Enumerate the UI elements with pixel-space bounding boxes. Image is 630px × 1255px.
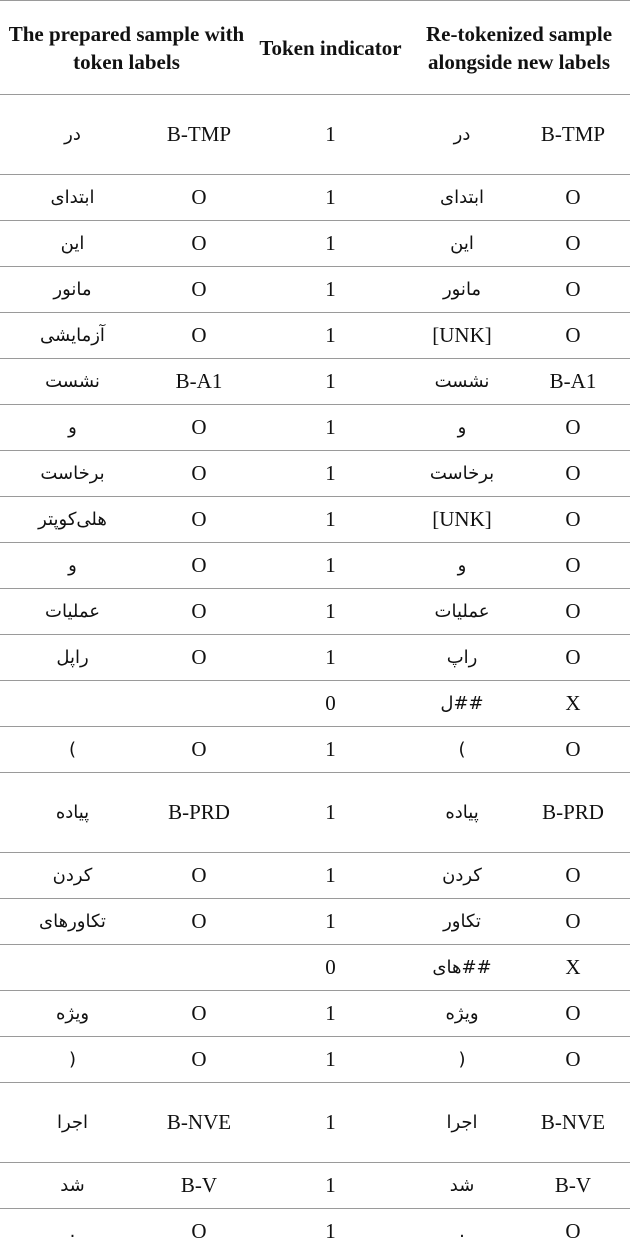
retokenized-token-cell: ##ل xyxy=(408,681,516,727)
new-label-cell: O xyxy=(516,727,630,773)
token-indicator-cell: 1 xyxy=(253,635,408,681)
original-label-cell: B-V xyxy=(145,1163,253,1209)
new-label-cell: X xyxy=(516,945,630,991)
token-indicator-cell: 1 xyxy=(253,589,408,635)
new-label-cell: O xyxy=(516,1037,630,1083)
original-token-cell: ) xyxy=(0,727,145,773)
header-retokenized-sample: Re-tokenized sample alongside new labels xyxy=(408,1,630,95)
table-row xyxy=(0,899,630,945)
retokenized-token-cell: مانور xyxy=(408,267,516,313)
original-token-cell: شد xyxy=(0,1163,145,1209)
token-indicator-cell: 1 xyxy=(253,405,408,451)
table-row xyxy=(0,1209,630,1255)
original-label-cell: B-NVE xyxy=(145,1083,253,1163)
retokenized-token-cell: اجرا xyxy=(408,1083,516,1163)
original-label-cell: O xyxy=(145,991,253,1037)
original-token-cell: کردن xyxy=(0,853,145,899)
table-row xyxy=(0,945,630,991)
token-indicator-cell: 1 xyxy=(253,451,408,497)
original-label-cell xyxy=(145,681,253,727)
token-indicator-cell: 1 xyxy=(253,267,408,313)
original-token-cell: عملیات xyxy=(0,589,145,635)
retokenized-token-cell: [UNK] xyxy=(408,313,516,359)
table-row xyxy=(0,853,630,899)
table-row xyxy=(0,175,630,221)
retokenized-token-cell: شد xyxy=(408,1163,516,1209)
original-token-cell: نشست xyxy=(0,359,145,405)
retokenized-token-cell: ابتدای xyxy=(408,175,516,221)
token-indicator-cell: 1 xyxy=(253,853,408,899)
table-row xyxy=(0,773,630,853)
original-token-cell: برخاست xyxy=(0,451,145,497)
table-row xyxy=(0,543,630,589)
new-label-cell: O xyxy=(516,267,630,313)
retokenized-token-cell: و xyxy=(408,405,516,451)
original-label-cell: B-TMP xyxy=(145,95,253,175)
new-label-cell: O xyxy=(516,543,630,589)
original-label-cell: O xyxy=(145,543,253,589)
new-label-cell: O xyxy=(516,853,630,899)
new-label-cell: O xyxy=(516,589,630,635)
original-label-cell: O xyxy=(145,1037,253,1083)
token-indicator-cell: 0 xyxy=(253,681,408,727)
original-token-cell: ( xyxy=(0,1037,145,1083)
original-label-cell: O xyxy=(145,899,253,945)
table-body xyxy=(0,95,630,1255)
original-label-cell: O xyxy=(145,635,253,681)
token-indicator-cell: 1 xyxy=(253,497,408,543)
token-indicator-cell: 1 xyxy=(253,1163,408,1209)
original-token-cell xyxy=(0,945,145,991)
original-label-cell: O xyxy=(145,727,253,773)
token-indicator-cell: 1 xyxy=(253,899,408,945)
original-token-cell: مانور xyxy=(0,267,145,313)
original-token-cell: ویژه xyxy=(0,991,145,1037)
original-label-cell: O xyxy=(145,267,253,313)
header-row xyxy=(0,1,630,95)
table-row xyxy=(0,1037,630,1083)
token-indicator-cell: 1 xyxy=(253,359,408,405)
new-label-cell: O xyxy=(516,221,630,267)
table-row xyxy=(0,95,630,175)
original-label-cell: O xyxy=(145,221,253,267)
new-label-cell: O xyxy=(565,1219,581,1244)
retokenized-token-cell: [UNK] xyxy=(408,497,516,543)
new-label-cell: X xyxy=(516,681,630,727)
token-indicator-cell: 0 xyxy=(253,945,408,991)
retokenized-token-cell: تکاور xyxy=(408,899,516,945)
original-label-cell: O xyxy=(145,853,253,899)
table-row xyxy=(0,405,630,451)
table-row xyxy=(0,635,630,681)
token-indicator-cell: 1 xyxy=(253,221,408,267)
original-token-cell: در xyxy=(0,95,145,175)
token-indicator-cell: 1 xyxy=(253,313,408,359)
new-label-cell: O xyxy=(516,175,630,221)
table-row xyxy=(0,497,630,543)
retokenized-token-cell: ##های xyxy=(408,945,516,991)
original-label-cell: O xyxy=(145,589,253,635)
retokenized-token-cell: ( xyxy=(408,1037,516,1083)
retokenized-token-cell: راپ xyxy=(408,635,516,681)
retokenized-token-cell: ) xyxy=(408,727,516,773)
table-row xyxy=(0,267,630,313)
new-label-cell: O xyxy=(516,635,630,681)
token-indicator-cell: 1 xyxy=(325,1219,336,1244)
table-row xyxy=(0,313,630,359)
original-token-cell: هلی‌کوپتر xyxy=(0,497,145,543)
original-label-cell: O xyxy=(145,405,253,451)
original-token-cell: پیاده xyxy=(0,773,145,853)
new-label-cell: B-TMP xyxy=(516,95,630,175)
header-token-indicator: Token indicator xyxy=(253,1,408,95)
table-row xyxy=(0,359,630,405)
original-token-cell: راپل xyxy=(0,635,145,681)
retokenized-token-cell: ویژه xyxy=(408,991,516,1037)
token-indicator-cell: 1 xyxy=(253,543,408,589)
new-label-cell: B-NVE xyxy=(516,1083,630,1163)
token-indicator-cell: 1 xyxy=(253,175,408,221)
original-label-cell: O xyxy=(145,451,253,497)
original-label-cell: O xyxy=(145,313,253,359)
table-row xyxy=(0,991,630,1037)
original-label-cell xyxy=(145,945,253,991)
retokenized-token-cell: پیاده xyxy=(408,773,516,853)
token-indicator-cell: 1 xyxy=(253,991,408,1037)
original-label-cell: B-A1 xyxy=(145,359,253,405)
new-label-cell: O xyxy=(516,405,630,451)
retokenized-token-cell: کردن xyxy=(408,853,516,899)
token-indicator-cell: 1 xyxy=(253,95,408,175)
original-token-cell: ابتدای xyxy=(0,175,145,221)
table-row xyxy=(0,221,630,267)
table-row xyxy=(0,451,630,497)
header-prepared-sample: The prepared sample with token labels xyxy=(0,1,253,95)
token-indicator-cell: 1 xyxy=(253,1037,408,1083)
original-label-cell: O xyxy=(145,175,253,221)
original-token-cell: و xyxy=(0,405,145,451)
new-label-cell: O xyxy=(516,899,630,945)
table-row xyxy=(0,727,630,773)
retokenized-token-cell: در xyxy=(408,95,516,175)
retokenized-token-cell: و xyxy=(408,543,516,589)
new-label-cell: O xyxy=(516,497,630,543)
original-token-cell: . xyxy=(69,1221,76,1243)
table-row xyxy=(0,589,630,635)
original-label-cell: B-PRD xyxy=(145,773,253,853)
original-token-cell: اجرا xyxy=(0,1083,145,1163)
original-label-cell: O xyxy=(145,497,253,543)
new-label-cell: B-V xyxy=(516,1163,630,1209)
new-label-cell: O xyxy=(516,313,630,359)
table-row xyxy=(0,681,630,727)
original-token-cell: آزمایشی xyxy=(0,313,145,359)
new-label-cell: B-A1 xyxy=(516,359,630,405)
original-token-cell: این xyxy=(0,221,145,267)
token-indicator-cell: 1 xyxy=(253,773,408,853)
original-token-cell: و xyxy=(0,543,145,589)
retokenized-token-cell: این xyxy=(408,221,516,267)
new-label-cell: O xyxy=(516,451,630,497)
retokenized-token-cell: عملیات xyxy=(408,589,516,635)
token-indicator-cell: 1 xyxy=(253,1083,408,1163)
retokenized-token-cell: برخاست xyxy=(408,451,516,497)
retokenized-token-cell: . xyxy=(459,1221,465,1243)
token-indicator-cell: 1 xyxy=(253,727,408,773)
original-label-cell: O xyxy=(191,1219,207,1244)
original-token-cell: تکاورهای xyxy=(0,899,145,945)
table-row xyxy=(0,1083,630,1163)
original-token-cell xyxy=(0,681,145,727)
table-row xyxy=(0,1163,630,1209)
new-label-cell: O xyxy=(516,991,630,1037)
new-label-cell: B-PRD xyxy=(516,773,630,853)
retokenized-token-cell: نشست xyxy=(408,359,516,405)
